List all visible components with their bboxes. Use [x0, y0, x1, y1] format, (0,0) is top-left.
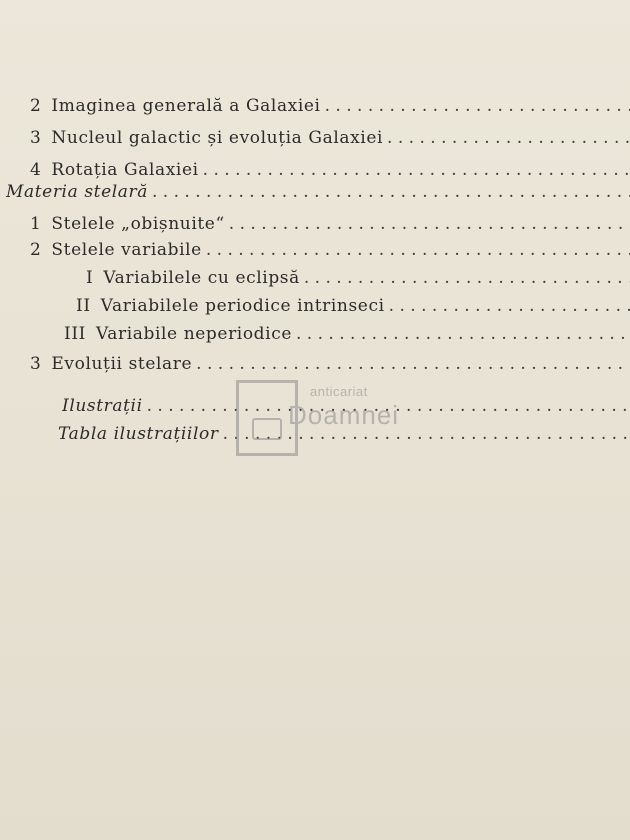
toc-entry-number: 4	[30, 160, 42, 180]
toc-entry	[30, 128, 630, 158]
toc-entry-number: 3	[30, 128, 42, 148]
toc-entry	[30, 354, 630, 384]
toc-entry-number: II	[76, 296, 91, 316]
toc-entry-label: Variabilele periodice intrinseci	[100, 296, 385, 316]
toc-section-heading	[6, 182, 630, 212]
toc-entry-number: 3	[30, 354, 42, 374]
toc-subentry	[64, 324, 630, 354]
toc-entry-number: 2	[30, 96, 42, 116]
leader-dots	[223, 424, 630, 444]
toc-heading-label: Materia stelară	[6, 182, 148, 202]
toc-subentry	[86, 268, 630, 298]
leader-dots	[203, 160, 630, 180]
leader-dots	[152, 182, 630, 202]
toc-entry	[30, 240, 630, 270]
toc-entry-label: Variabilele cu eclipsă	[103, 268, 300, 288]
toc-entry-number: 2	[30, 240, 42, 260]
toc-entry-number: I	[86, 268, 94, 288]
toc-entry	[62, 396, 630, 426]
toc-entry-label: Stelele „obișnuite“	[51, 214, 225, 234]
leader-dots	[229, 214, 630, 234]
toc-entry	[58, 424, 630, 454]
toc-entry-label: Nucleul galactic și evoluția Galaxiei	[51, 128, 384, 148]
toc-entry-label: Stelele variabile	[51, 240, 202, 260]
toc-entry-label: Tabla ilustrațiilor	[58, 424, 219, 444]
leader-dots	[387, 128, 630, 148]
leader-dots	[147, 396, 630, 416]
toc-entry-number: 1	[30, 214, 42, 234]
leader-dots	[325, 96, 630, 116]
toc-subentry	[76, 296, 630, 326]
leader-dots	[296, 324, 630, 344]
leader-dots	[206, 240, 630, 260]
toc-entry-label: Evoluții stelare	[51, 354, 193, 374]
leader-dots	[196, 354, 630, 374]
leader-dots	[304, 268, 630, 288]
watermark-small-text: anticariat	[310, 384, 368, 399]
toc-entry-label: Imaginea generală a Galaxiei	[51, 96, 321, 116]
toc-entry-number: III	[64, 324, 86, 344]
toc-entry	[30, 96, 630, 126]
toc-entry-label: Variabile neperiodice	[95, 324, 292, 344]
toc-entry-label: Rotația Galaxiei	[51, 160, 199, 180]
leader-dots	[389, 296, 630, 316]
toc-entry-label: Ilustrații	[62, 396, 143, 416]
watermark-big-text: Doamnei	[288, 400, 400, 430]
